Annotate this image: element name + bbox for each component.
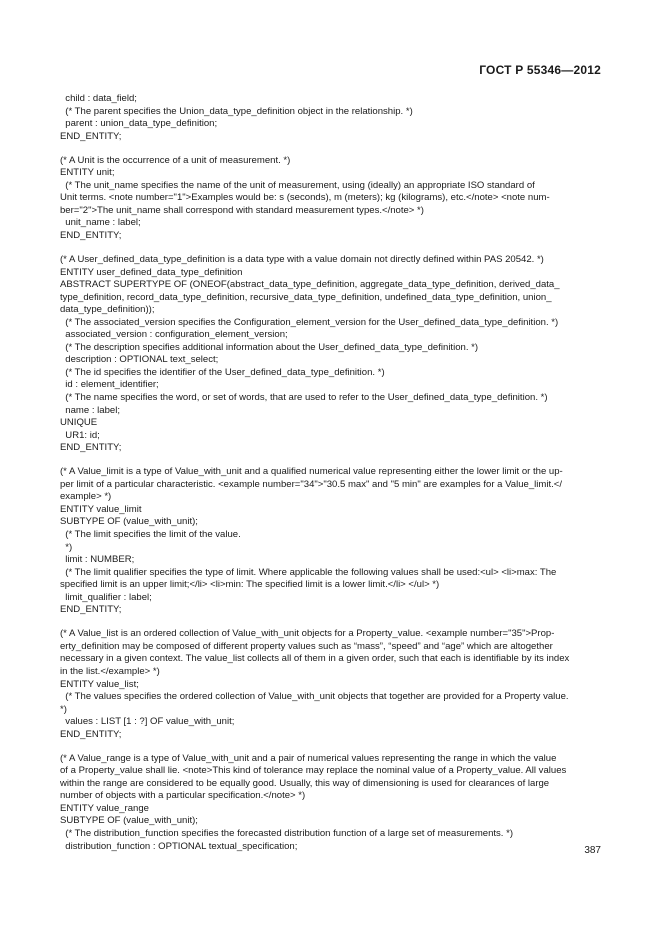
text-line: in the list.</example> *) (60, 665, 160, 677)
text-line: per limit of a particular characteristic. <example number="34">"30.5 max" and "5 min" are examples for a Value_limit.</ (60, 478, 562, 490)
text-block (60, 254, 605, 455)
text-line: data_type_definition)); (60, 304, 155, 316)
text-line: number of objects with a particular specification.</note> *) (60, 790, 306, 802)
text-line: limit : NUMBER; (60, 554, 135, 566)
text-line: (* The distribution_function specifies the forecasted distribution function of a large set of measurements. *) (60, 828, 514, 840)
text-line: (* A User_defined_data_type_definition is a data type with a value domain not directly defined within PAS 20542. *) (60, 254, 544, 266)
text-line: *) (60, 703, 67, 715)
text-line: ENTITY value_list; (60, 678, 139, 690)
text-line: within the range are considered to be equally good. Usually, this way of dimensioning is used for clearances of large (60, 777, 550, 789)
text-line: UNIQUE (60, 417, 98, 429)
text-line: unit_name : label; (60, 217, 141, 229)
text-line: parent : union_data_type_definition; (60, 118, 218, 130)
text-line: associated_version : configuration_element_version; (60, 329, 288, 341)
text-line: SUBTYPE OF (value_with_unit); (60, 516, 198, 528)
text-line: ENTITY unit; (60, 167, 115, 179)
text-line: values : LIST [1 : ?] OF value_with_unit; (60, 716, 235, 728)
text-line: specified limit is an upper limit;</li> <li>min: The specified limit is a lower limit.</li> </ul> *) (60, 579, 440, 591)
text-block (60, 753, 605, 853)
text-line: (* The description specifies additional information about the User_defined_data_type_definition. *) (60, 341, 479, 353)
text-line: type_definition, record_data_type_definition, recursive_data_type_definition, undefined_data_type_definition, union_ (60, 291, 552, 303)
text-line: (* The values specifies the ordered collection of Value_with_unit objects that together are provided for a Property value. (60, 691, 569, 703)
text-line: (* The unit_name specifies the name of the unit of measurement, using (ideally) an appropriate ISO standard of (60, 179, 535, 191)
text-line: (* The parent specifies the Union_data_type_definition object in the relationship. *) (60, 105, 413, 117)
text-line: END_ENTITY; (60, 442, 122, 454)
text-line: example> *) (60, 491, 112, 503)
text-line: (* A Value_list is an ordered collection of Value_with_unit objects for a Property_value. <example number="35">Prop- (60, 628, 555, 640)
text-line: erty_definition may be composed of different property values such as “mass”, “speed” and “age” which are altogether (60, 640, 553, 652)
text-line: ENTITY value_limit (60, 503, 142, 515)
text-line: distribution_function : OPTIONAL textual_specification; (60, 840, 298, 852)
text-block (60, 466, 605, 617)
text-line: limit_qualifier : label; (60, 591, 152, 603)
text-line: necessary in a given context. The value_list collects all of them in a given order, such that each is identifiable by its index (60, 653, 570, 665)
text-block (60, 93, 605, 143)
text-line: (* The id specifies the identifier of the User_defined_data_type_definition. *) (60, 366, 385, 378)
block-gap (60, 243, 605, 255)
text-line: child : data_field; (60, 93, 137, 104)
block-gap (60, 617, 605, 629)
page-number: 387 (584, 845, 601, 856)
block-gap (60, 455, 605, 467)
text-line: (* A Value_range is a type of Value_with_unit and a pair of numerical values representing the range in which the value (60, 752, 557, 764)
text-line: ABSTRACT SUPERTYPE OF (ONEOF(abstract_data_type_definition, aggregate_data_type_definition, derived_data_ (60, 279, 560, 291)
text-line: ENTITY value_range (60, 802, 149, 814)
text-line: (* The name specifies the word, or set of words, that are used to refer to the User_defined_data_type_definition. *) (60, 392, 548, 404)
text-line: (* The limit qualifier specifies the type of limit. Where applicable the following values shall be used:<ul> <li>max: The (60, 566, 557, 578)
text-line: UR1: id; (60, 429, 100, 441)
text-line: (* The limit specifies the limit of the value. (60, 529, 241, 540)
text-block (60, 628, 605, 741)
text-line: ENTITY user_defined_data_type_definition (60, 266, 243, 278)
document-header: ГОСТ Р 55346—2012 (479, 63, 601, 77)
text-line: of a Property_value shall lie. <note>This kind of tolerance may replace the nominal value of a Property_value. All values (60, 765, 567, 777)
text-line: SUBTYPE OF (value_with_unit); (60, 815, 198, 827)
text-line: (* The associated_version specifies the Configuration_element_version for the User_defined_data_type_definition. *) (60, 316, 559, 328)
text-line: name : label; (60, 404, 120, 416)
text-line: (* A Value_limit is a type of Value_with_unit and a qualified numerical value representing either the lower limit or the up- (60, 466, 563, 478)
text-line: END_ENTITY; (60, 130, 122, 142)
text-line: *) (60, 541, 73, 553)
block-gap (60, 741, 605, 753)
text-line: id : element_identifier; (60, 379, 159, 391)
text-block (60, 155, 605, 243)
text-line: Unit terms. <note number="1">Examples would be: s (seconds), m (meters); kg (kilograms), etc.</note> <note num- (60, 192, 550, 204)
text-line: END_ENTITY; (60, 604, 122, 616)
text-line: END_ENTITY; (60, 728, 122, 740)
text-line: (* A Unit is the occurrence of a unit of measurement. *) (60, 154, 291, 166)
text-line: description : OPTIONAL text_select; (60, 354, 219, 366)
block-gap (60, 143, 605, 155)
text-line: ber="2">The unit_name shall correspond with standard measurement types.</note> *) (60, 204, 424, 216)
text-line: END_ENTITY; (60, 229, 122, 241)
document-body (60, 93, 605, 853)
